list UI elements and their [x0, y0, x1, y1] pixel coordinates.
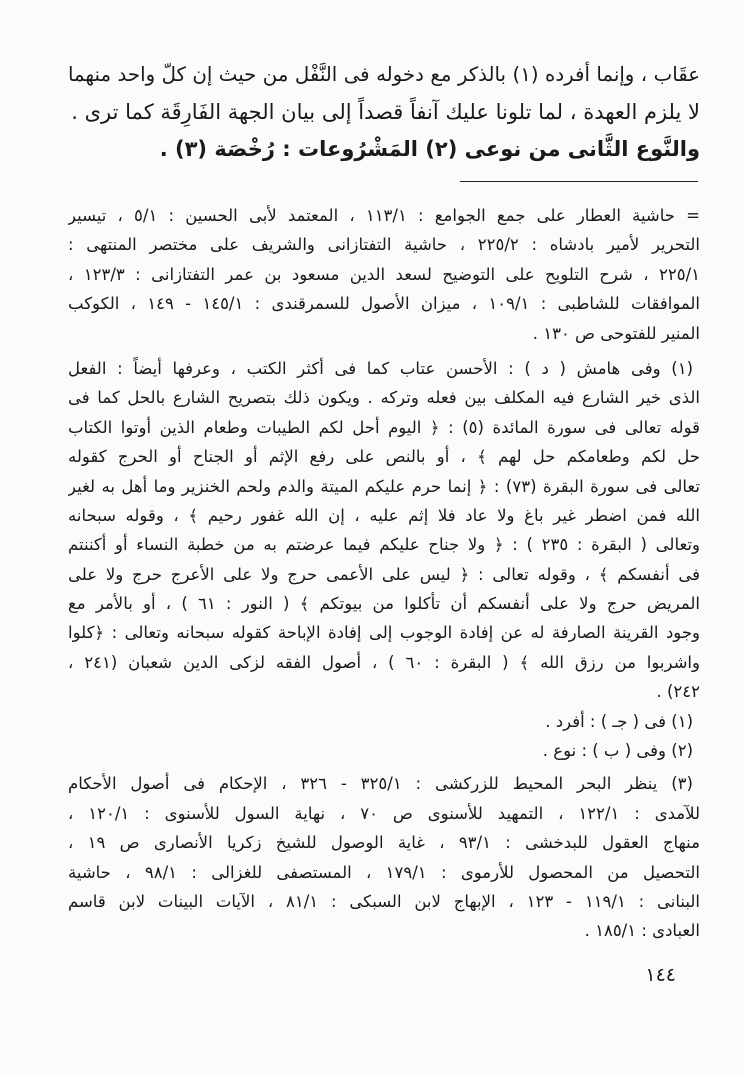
- footnote: [68, 201, 700, 348]
- footnote-line: (١) فى ( جـ ) : أفرد .: [545, 711, 693, 731]
- footnote-line: الموافقات للشاطبى : ١٠٩/١ ، ميزان الأصول للسمرقندى : ١٤٥/١ - ١٤٩ ، الكوكب: [68, 294, 700, 314]
- main-text-line: عقَاب ، وإنما أفرده (١) بالذكر مع دخوله فى النَّفْل من حيث إن كلّ واحد منهما: [68, 63, 700, 86]
- footnote-line: البنانى : ١١٩/١ - ١٢٣ ، الإبهاج لابن السبكى : ٨١/١ ، الآيات البينات لابن قاسم: [68, 891, 700, 911]
- footnote-line: فى أنفسكم ﴾ ، وقوله تعالى : ﴿ ليس على الأعمى حرج ولا على الأعرج حرج ولا على: [68, 564, 700, 584]
- footnote: [68, 354, 700, 707]
- footnote-line: قوله تعالى فى سورة المائدة (٥) : ﴿ اليوم أحل لكم الطيبات وطعام الذين أوتوا الكتاب: [68, 417, 700, 437]
- footnote-line: (٣) ينظر البحر المحيط للزركشى : ٣٢٥/١ - ٣٢٦ ، الإحكام فى أصول الأحكام: [68, 774, 693, 794]
- footnote-line: المريض حرج ولا على أنفسكم أن تأكلوا من بيوتكم ﴾ ( النور : ٦١ ) ، أو بالأمر مع: [68, 594, 700, 614]
- footnote-line: ٢٤٢) .: [656, 682, 700, 702]
- footnote-separator: [460, 181, 698, 182]
- footnote: [68, 769, 700, 945]
- footnote-line: (٢) وفى ( ب ) : نوع .: [542, 741, 693, 761]
- footnote-line: (١) وفى هامش ( د ) : الأحسن عتاب كما فى أكثر الكتب ، وعرفها أيضاً : الفعل: [68, 358, 693, 378]
- footnote-line: حل لكم وطعامكم حل لهم ﴾ ، أو بالنص على رفع الإثم أو الجناح أو الحرج كقوله: [68, 447, 700, 467]
- footnote-line: العبادى : ١٨٥/١ .: [584, 921, 700, 941]
- footnote: [68, 707, 700, 736]
- footnote-line: منهاج العقول للبدخشى : ٩٣/١ ، غاية الوصول للشيخ زكريا الأنصارى ص ١٩ ،: [68, 833, 700, 853]
- footnote-line: التحرير لأمير بادشاه : ٢٢٥/٢ ، حاشية التفتازانى والشريف على مختصر المنتهى :: [68, 235, 700, 255]
- footnote-line: وتعالى ( البقرة : ٢٣٥ ) : ﴿ ولا جناح عليكم فيما عرضتم به من خطبة النساء أو أكننتم: [68, 535, 700, 555]
- footnotes: [68, 201, 700, 946]
- footnote-line: للآمدى : ١٢٢/١ ، التمهيد للأسنوى ص ٧٠ ، نهاية السول للأسنوى : ١٢٠/١ ،: [68, 803, 700, 823]
- footnote: [68, 736, 700, 765]
- main-text-line: لا يلزم العهدة ، لما تلونا عليك آنفاً قصداً إلى بيان الجهة الفَارِقَة كما ترى .: [71, 99, 700, 124]
- footnote-line: واشربوا من رزق الله ﴾ ( البقرة : ٦٠ ) ، أصول الفقه لزكى الدين شعبان (٢٤١ ،: [68, 652, 700, 672]
- main-text-line: والنَّوع الثَّانى من نوعى (٢) المَشْرُوعات : رُخْصَة (٣) .: [159, 137, 700, 161]
- footnote-line: التحصيل من المحصول للأرموى : ١٧٩/١ ، المستصفى للغزالى : ٩٨/١ ، حاشية: [68, 862, 700, 882]
- page-number: ١٤٤: [645, 964, 676, 986]
- footnote-line: وجود القرينة الصارفة له عن إفادة الوجوب إلى إفادة الإباحة كقوله سبحانه وتعالى : ﴿كلوا: [68, 623, 700, 643]
- footnote-line: = حاشية العطار على جمع الجوامع : ١١٣/١ ، المعتمد لأبى الحسين : ٥/١ ، تيسير: [68, 206, 700, 225]
- footnote-line: تعالى فى سورة البقرة (٧٣) : ﴿ إنما حرم عليكم الميتة والدم ولحم الخنزير وما أهل به لغير: [68, 476, 700, 496]
- footnote-line: الله فمن اضطر غير باغ ولا عاد فلا إثم عليه ، إن الله غفور رحيم ﴾ ، وقوله سبحانه: [68, 505, 700, 525]
- footnote-line: ٢٢٥/١ ، شرح التلويح على التوضيح لسعد الدين مسعود بن عمر التفتازانى : ١٢٣/٣ ،: [68, 264, 700, 284]
- footnote-line: الذى خير الشارع فيه المكلف بين فعله وتركه . ويكون ذلك بتصريح الشارع بالحل كما فى: [68, 388, 700, 408]
- footnote-line: المنير للفتوحى ص ١٣٠ .: [532, 323, 700, 343]
- main-text: [68, 56, 700, 169]
